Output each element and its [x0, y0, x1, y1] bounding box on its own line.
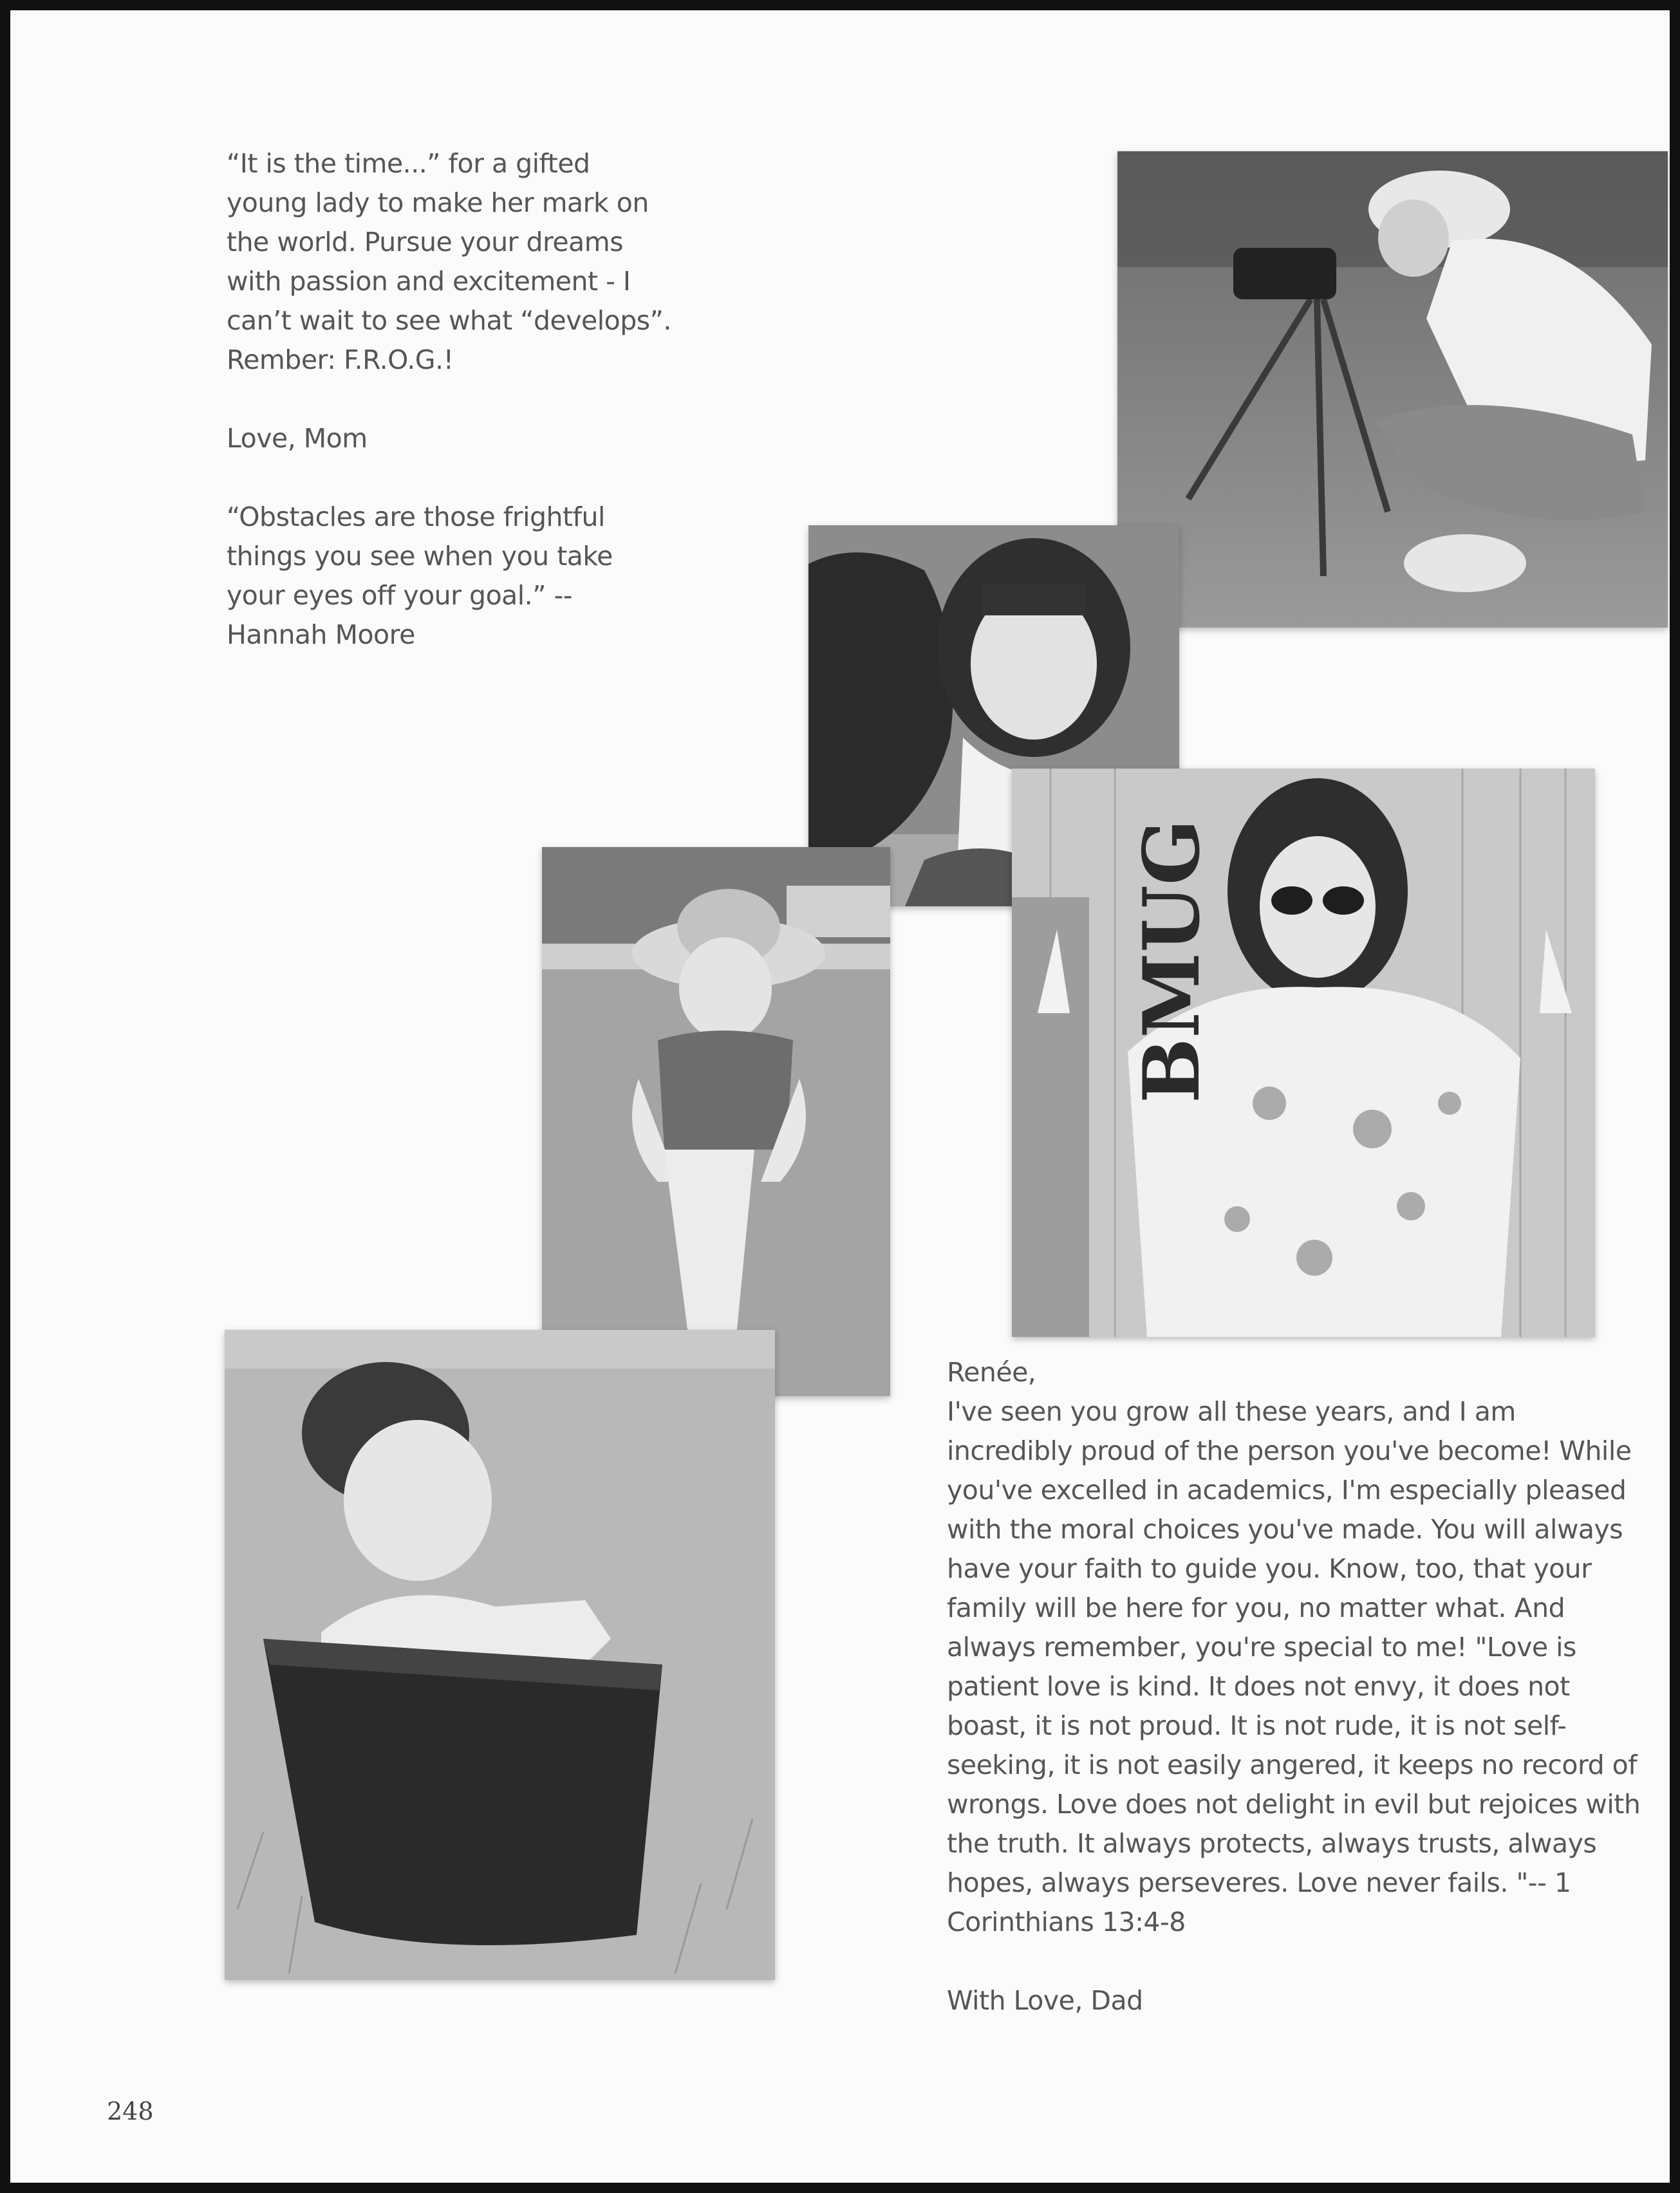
- mom-signoff: Love, Mom: [227, 423, 368, 454]
- mom-message: [227, 144, 677, 694]
- photo-child-in-hat-image: [542, 847, 890, 1396]
- photo-toddler-in-tub-image: [225, 1330, 775, 1980]
- dad-signoff: With Love, Dad: [947, 1985, 1143, 2016]
- photo-girl-with-camera: [1117, 151, 1668, 628]
- photo-girl-with-camera-image: [1117, 151, 1668, 628]
- dad-message-body: I've seen you grow all these years, and I am incredibly proud of the person you've become! While you've excelled in academics, I'm especially pleased with the moral choices you've made. You will always have your faith to guide you. Know, too, that your family will be here for you, no matter what. And always remember, you're special to me! "Love is patient love is kind. It does not envy, it does not boast, it is not proud. It is not rude, it is not self-seeking, it is not easily angered, it keeps no record of wrongs. Love does not delight in evil but rejoices with the truth. It always protects, always trusts, always hopes, always perseveres. Love never fails. "-- 1 Corinthians 13:4-8: [947, 1396, 1641, 1937]
- hannah-moore-quote: “Obstacles are those frightful things you see when you take your eyes off your goal.” -- Hannah Moore: [227, 501, 613, 650]
- photo-toddler-in-tub: [225, 1330, 775, 1980]
- shirt-text: BMUG: [1126, 819, 1217, 1103]
- page-number: 248: [107, 2097, 154, 2125]
- dad-greeting: Renée,: [947, 1357, 1036, 1388]
- photo-hippie-costume-image: [1012, 769, 1595, 1337]
- photo-hippie-costume: [1012, 769, 1595, 1337]
- photo-child-in-hat: [542, 847, 890, 1396]
- mom-message-paragraph: “It is the time...” for a gifted young lady to make her mark on the world. Pursue your dreams with passion and excitement - I can’t wait to see what “develops”. Rember: F.R.O.G.!: [227, 148, 671, 375]
- dad-message: [947, 1353, 1648, 2060]
